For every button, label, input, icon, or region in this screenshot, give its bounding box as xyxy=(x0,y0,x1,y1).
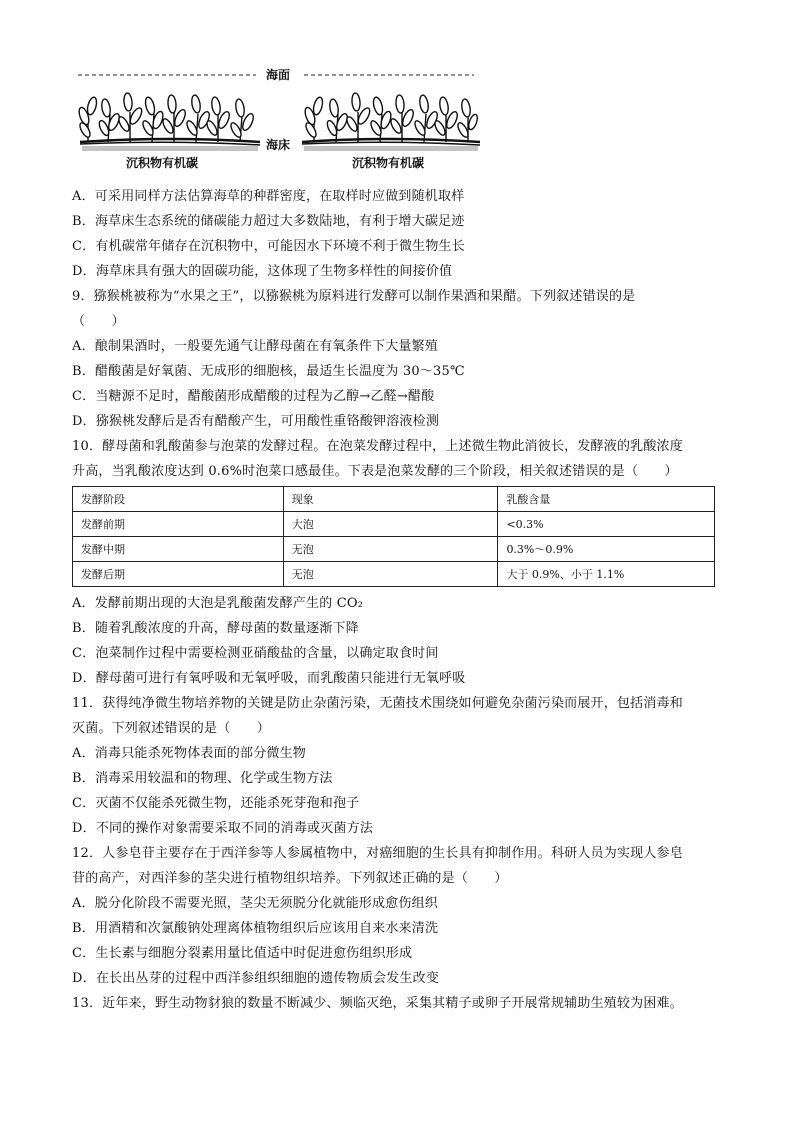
table-cell: 0.3%～0.9% xyxy=(498,537,715,562)
table-header-lactic-acid: 乳酸含量 xyxy=(498,487,715,512)
q10-stem: 10．酵母菌和乳酸菌参与泡菜的发酵过程。在泡菜发酵过程中，上述微生物此消彼长，发酵液的乳酸浓度 xyxy=(72,439,683,454)
table-cell: 大于 0.9%、小于 1.1% xyxy=(498,562,715,587)
q10-stem-cont: 升高，当乳酸浓度达到 0.6%时泡菜口感最佳。下表是泡菜发酵的三个阶段，相关叙述错误的是（ ） xyxy=(72,464,678,479)
table-cell: 发酵中期 xyxy=(73,537,284,562)
q9-option-b: B．醋酸菌是好氧菌、无成形的细胞核，最适生长温度为 30～35℃ xyxy=(72,364,465,379)
seagrass-bed-right xyxy=(302,93,480,151)
table-header-phenomenon: 现象 xyxy=(283,487,498,512)
table-cell: 无泡 xyxy=(283,537,498,562)
q11-option-c: C．灭菌不仅能杀死微生物，还能杀死芽孢和孢子 xyxy=(72,796,360,811)
sea-surface-label: 海面 xyxy=(266,68,291,82)
q11-option-a: A．消毒只能杀死物体表面的部分微生物 xyxy=(72,746,306,761)
seabed-label: 海床 xyxy=(266,138,291,152)
q12-option-a: A．脱分化阶段不需要光照，茎尖无须脱分化就能形成愈伤组织 xyxy=(72,896,438,911)
sediment-carbon-label-left: 沉积物有机碳 xyxy=(126,156,199,170)
q9-stem-blank: （ ） xyxy=(72,314,125,329)
seagrass-diagram xyxy=(70,58,490,178)
q11-option-b: B．消毒采用较温和的物理、化学或生物方法 xyxy=(72,771,333,786)
q9-option-a: A．酿制果酒时，一般要先通气让酵母菌在有氧条件下大量繁殖 xyxy=(72,339,438,354)
table-cell: 发酵前期 xyxy=(73,512,284,537)
q12-option-d: D．在长出丛芽的过程中西洋参组织细胞的遗传物质会发生改变 xyxy=(72,971,440,986)
table-cell: 发酵后期 xyxy=(73,562,284,587)
q12-stem: 12．人参皂苷主要存在于西洋参等人参属植物中，对癌细胞的生长具有抑制作用。科研人员为实现人参皂 xyxy=(72,846,683,861)
q8-option-d: D．海草床具有强大的固碳功能，这体现了生物多样性的间接价值 xyxy=(72,264,453,279)
q12-option-c: C．生长素与细胞分裂素用量比值适中时促进愈伤组织形成 xyxy=(72,946,413,961)
table-header-stage: 发酵阶段 xyxy=(73,487,284,512)
fermentation-table xyxy=(72,486,715,587)
seagrass-figure xyxy=(70,58,490,178)
sediment-carbon-label-right: 沉积物有机碳 xyxy=(352,156,425,170)
q11-stem: 11．获得纯净微生物培养物的关键是防止杂菌污染，无菌技术围绕如何避免杂菌污染而展开，包括消毒和 xyxy=(72,696,683,711)
table-cell: 无泡 xyxy=(283,562,498,587)
q11-stem-cont: 灭菌。下列叙述错误的是（ ） xyxy=(72,721,271,736)
table-row xyxy=(73,562,715,587)
q12-stem-cont: 苷的高产，对西洋参的茎尖进行植物组织培养。下列叙述正确的是（ ） xyxy=(72,871,508,886)
table-cell: <0.3% xyxy=(498,512,715,537)
q10-option-b: B．随着乳酸浓度的升高，酵母菌的数量逐渐下降 xyxy=(72,621,359,636)
table-cell: 大泡 xyxy=(283,512,498,537)
q12-option-b: B．用酒精和次氯酸钠处理离体植物组织后应该用自来水来清洗 xyxy=(72,921,439,936)
exam-content xyxy=(72,184,722,1016)
q8-option-c: C．有机碳常年储存在沉积物中，可能因水下环境不利于微生物生长 xyxy=(72,239,465,254)
q10-option-d: D．酵母菌可进行有氧呼吸和无氧呼吸，而乳酸菌只能进行无氧呼吸 xyxy=(72,671,466,686)
q11-option-d: D．不同的操作对象需要采取不同的消毒或灭菌方法 xyxy=(72,821,374,836)
q10-option-c: C．泡菜制作过程中需要检测亚硝酸盐的含量，以确定取食时间 xyxy=(72,646,439,661)
table-row xyxy=(73,537,715,562)
q13-stem: 13．近年来，野生动物豺狼的数量不断减少、频临灭绝，采集其精子或卵子开展常规辅助生殖较为困难。 xyxy=(72,996,683,1011)
seagrass-bed-left xyxy=(77,93,260,151)
q8-option-b: B．海草床生态系统的储碳能力超过大多数陆地，有利于增大碳足迹 xyxy=(72,214,465,229)
table-header-row xyxy=(73,487,715,512)
q9-stem: 9．猕猴桃被称为“水果之王”，以猕猴桃为原料进行发酵可以制作果酒和果醋。下列叙述错误的是 xyxy=(72,289,636,304)
q9-option-c: C．当糖源不足时，醋酸菌形成醋酸的过程为乙醇→乙醛→醋酸 xyxy=(72,389,435,404)
table-row xyxy=(73,512,715,537)
q9-option-d: D．猕猴桃发酵后是否有醋酸产生，可用酸性重铬酸钾溶液检测 xyxy=(72,414,440,429)
q10-option-a: A．发酵前期出现的大泡是乳酸菌发酵产生的 CO₂ xyxy=(72,596,364,611)
q8-option-a: A．可采用同样方法估算海草的种群密度，在取样时应做到随机取样 xyxy=(72,189,465,204)
